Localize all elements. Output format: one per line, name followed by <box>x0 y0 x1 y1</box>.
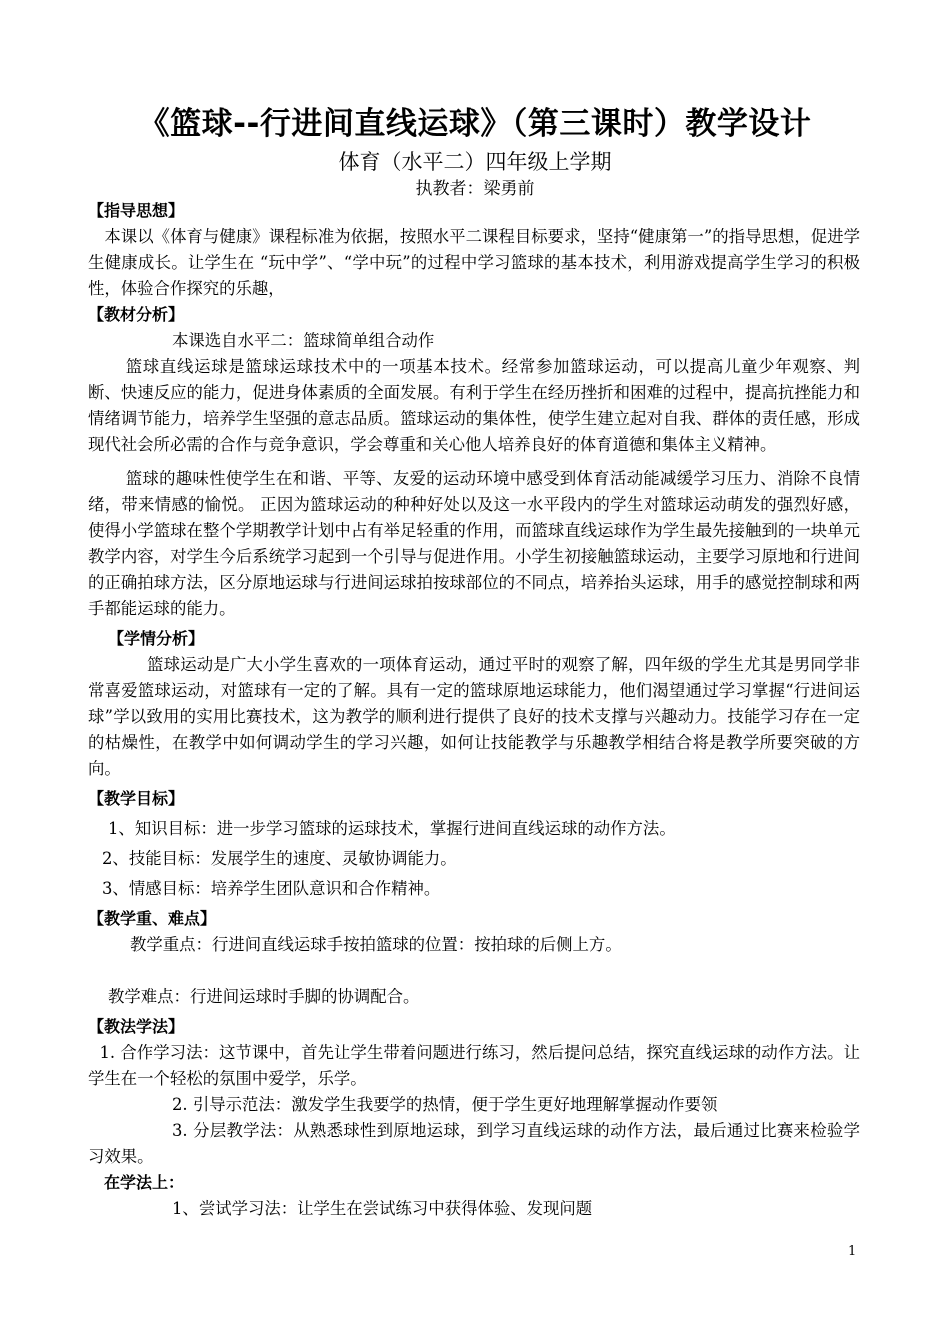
guiding-paragraph: 本课以《体育与健康》课程标准为依据，按照水平二课程目标要求，坚持“健康第一”的指导思想，促进学生健康成长。让学生在 “玩中学”、“学中玩”的过程中学习篮球的基本技术，利用游戏提高学生学习的积极性，体验合作探究的乐趣， <box>88 227 860 298</box>
section-heading-guiding: 【指导思想】 <box>88 201 185 220</box>
material-paragraph-interest: 篮球的趣味性使学生在和谐、平等、友爱的运动环境中感受到体育活动能减缓学习压力、消除不良情绪，带来情感的愉悦。 正因为篮球运动的种种好处以及这一水平段内的学生对篮球运动萌发的强烈好感，使得小学篮球在整个学期教学计划中占有举足轻重的作用，而篮球直线运球作为学生最先接触到的一块单元教学内容，对学生今后系统学习起到一个引导与促进作用。小学生初接触篮球运动，主要学习原地和行进间的正确拍球方法，区分原地运球与行进间运球拍按球部位的不同点，培养抬头运球，用手的感觉控制球和两手都能运球的能力。 <box>88 469 860 618</box>
key-point-text: 教学重点：行进间直线运球手按拍篮球的位置：按拍球的后侧上方。 <box>130 935 622 954</box>
section-heading-material: 【教材分析】 <box>88 305 185 324</box>
objective-item-emotion: 3、情感目标：培养学生团队意识和合作精神。 <box>102 879 441 898</box>
page-number: 1 <box>848 1244 857 1259</box>
objective-item-skill: 2、技能目标：发展学生的速度、灵敏协调能力。 <box>102 849 457 868</box>
learning-item-trial: 1、尝试学习法：让学生在尝试练习中获得体验、发现问题 <box>172 1199 593 1218</box>
document-subtitle: 体育（水平二）四年级上学期 <box>338 150 612 174</box>
section-heading-key-points: 【教学重、难点】 <box>88 909 217 928</box>
document-author: 执教者：梁勇前 <box>415 179 535 199</box>
learning-methods-heading: 在学法上： <box>104 1173 185 1192</box>
method-item-demonstration: 2. 引导示范法：激发学生我要学的热情，便于学生更好地理解掌握动作要领 <box>172 1095 718 1114</box>
document-body <box>88 198 860 1222</box>
section-heading-objectives: 【教学目标】 <box>88 789 185 808</box>
objective-item-knowledge: 1、知识目标：进一步学习篮球的运球技术，掌握行进间直线运球的动作方法。 <box>108 819 676 838</box>
section-heading-methods: 【教法学法】 <box>88 1017 185 1036</box>
material-paragraph-source: 本课选自水平二：篮球简单组合动作 <box>172 331 435 350</box>
document-title: 《篮球--行进间直线运球》（第三课时）教学设计 <box>138 106 812 142</box>
method-item-layered: 3. 分层教学法：从熟悉球性到原地运球，到学习直线运球的动作方法，最后通过比赛来检验学习效果。 <box>88 1121 860 1166</box>
students-paragraph: 篮球运动是广大小学生喜欢的一项体育运动，通过平时的观察了解，四年级的学生尤其是男同学非常喜爱篮球运动，对篮球有一定的了解。具有一定的篮球原地运球能力，他们渴望通过学习掌握“行进间运球”学以致用的实用比赛技术，这为教学的顺利进行提供了良好的技术支撑与兴趣动力。技能学习存在一定的枯燥性，在教学中如何调动学生的学习兴趣，如何让技能教学与乐趣教学相结合将是教学所要突破的方向。 <box>88 655 860 778</box>
difficulty-text: 教学难点：行进间运球时手脚的协调配合。 <box>108 987 420 1006</box>
section-heading-students: 【学情分析】 <box>108 629 205 648</box>
method-item-cooperative: 1. 合作学习法：这节课中，首先让学生带着问题进行练习，然后提问总结，探究直线运球的动作方法。让学生在一个轻松的氛围中爱学，乐学。 <box>88 1043 860 1088</box>
material-paragraph-intro: 篮球直线运球是篮球运球技术中的一项基本技术。经常参加篮球运动，可以提高儿童少年观察、判断、快速反应的能力，促进身体素质的全面发展。有利于学生在经历挫折和困难的过程中，提高抗挫能力和情绪调节能力，培养学生坚强的意志品质。篮球运动的集体性，使学生建立起对自我、群体的责任感，形成现代社会所必需的合作与竞争意识，学会尊重和关心他人培养良好的体育道德和集体主义精神。 <box>88 357 860 454</box>
